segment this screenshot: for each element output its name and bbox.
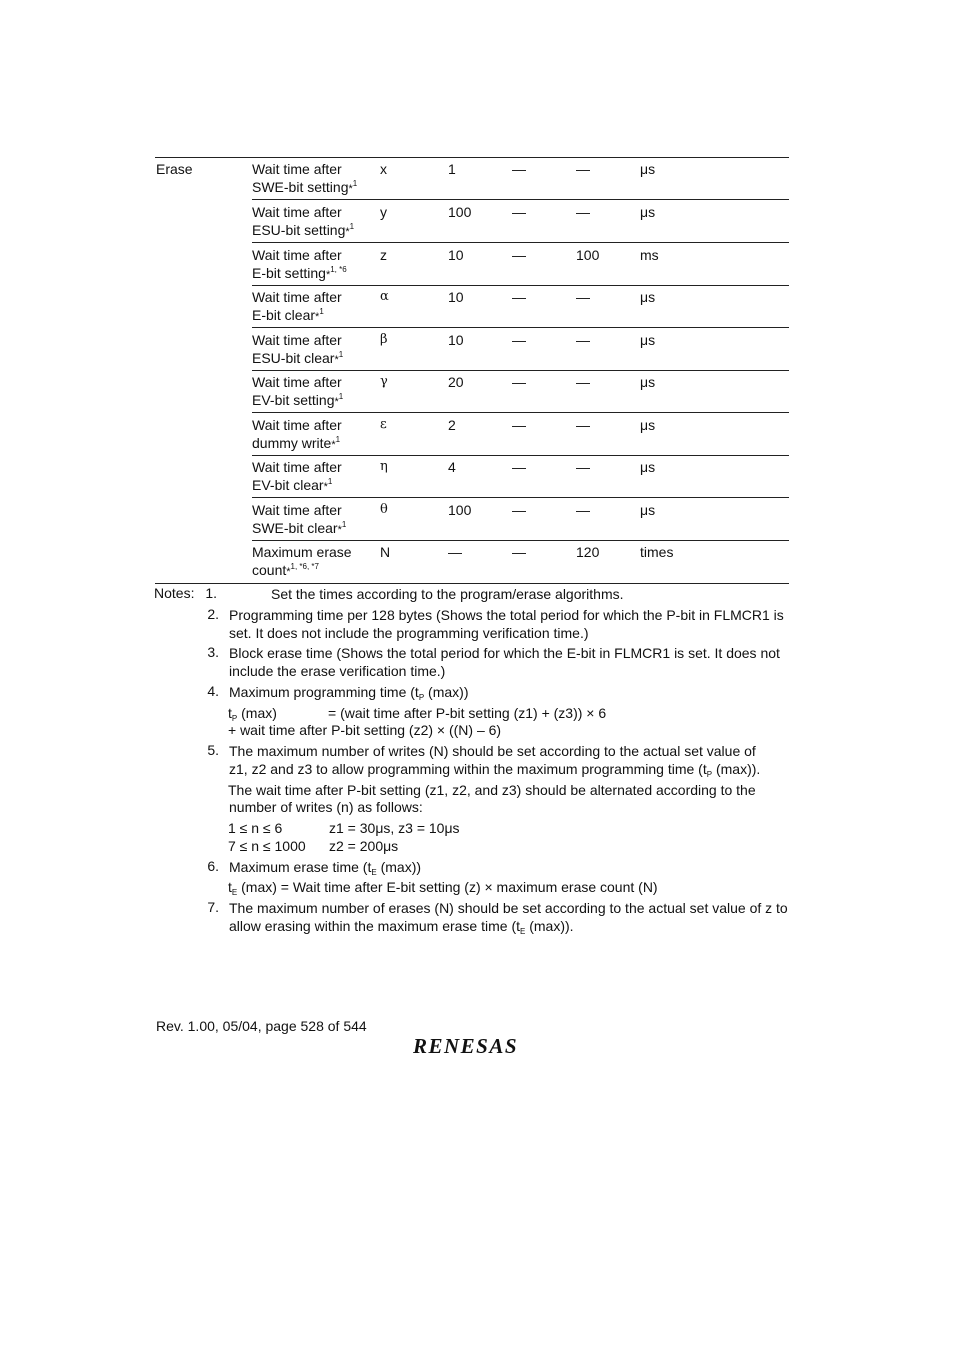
table-row	[252, 243, 789, 286]
row-typ: —	[512, 289, 526, 305]
row-item: Wait time after SWE-bit setting*$^1$	[252, 161, 358, 195]
row-max: —	[576, 289, 590, 305]
note-6-formula: $t_E$ (max) = Wait time after E-bit setting (z) × maximum erase count (N)	[228, 879, 658, 897]
page-footer: Rev. 1.00, 05/04, page 528 of 544	[156, 1018, 367, 1034]
note-4-formula-lhs: $t_P$ (max)	[228, 705, 277, 723]
note-5-line-4: number of writes (n) as follows:	[229, 799, 423, 815]
row-unit: ms	[640, 247, 659, 263]
category-label: Erase	[156, 161, 193, 177]
note-5-range-2: 7 ≤ n ≤ 1000	[228, 838, 306, 854]
row-max: —	[576, 417, 590, 433]
renesas-logo	[413, 1034, 535, 1061]
note-1-number: 1.	[205, 585, 217, 601]
row-unit: μs	[640, 332, 656, 348]
table-row	[252, 285, 789, 328]
row-typ: —	[512, 204, 526, 220]
row-min: 10	[448, 332, 464, 348]
row-item: Wait time after dummy write*$^1$	[252, 417, 342, 451]
row-unit: μs	[640, 459, 656, 475]
row-item: Wait time after E-bit setting*$^{1, *6}$	[252, 247, 347, 281]
row-min: 2	[448, 417, 456, 433]
note-5-range-1: 1 ≤ n ≤ 6	[228, 820, 283, 836]
row-max: —	[576, 204, 590, 220]
row-typ: —	[512, 247, 526, 263]
row-symbol: y	[380, 204, 387, 220]
row-unit: times	[640, 544, 674, 560]
row-min: 4	[448, 459, 456, 475]
row-symbol: x	[380, 161, 387, 177]
table-row	[252, 370, 789, 413]
row-typ: —	[512, 374, 526, 390]
row-min: 100	[448, 502, 472, 518]
row-unit: μs	[640, 417, 656, 433]
row-symbol: θ	[380, 502, 388, 517]
note-1-text: Set the times according to the program/erase algorithms.	[271, 586, 624, 602]
row-item: Wait time after E-bit clear*$^1$	[252, 289, 342, 323]
row-item: Wait time after ESU-bit clear*$^1$	[252, 332, 344, 366]
row-max: 100	[576, 247, 600, 263]
row-unit: μs	[640, 204, 656, 220]
row-min: 10	[448, 289, 464, 305]
table-bottom-rule	[155, 583, 789, 584]
table-row	[252, 328, 789, 371]
row-symbol: β	[380, 332, 388, 347]
row-symbol: α	[380, 289, 389, 304]
table-row	[252, 413, 789, 456]
row-typ: —	[512, 417, 526, 433]
note-5-line-2: z1, z2 and z3 to allow programming within the maximum programming time ($t_P$ (max)).	[229, 761, 761, 779]
row-min: 20	[448, 374, 464, 390]
note-4-formula-rhs: = (wait time after P-bit setting (z1) + (z3)) × 6	[328, 705, 607, 721]
row-max: 120	[576, 544, 600, 560]
note-4-formula-cont: + wait time after P-bit setting (z2) × ((N) – 6)	[228, 722, 502, 738]
note-7-text: The maximum number of erases (N) should be set according to the actual set value of z to allow erasing within the maximum erase time ($t_E$ (max)).	[229, 900, 788, 936]
row-max: —	[576, 332, 590, 348]
note-6-number: 6.	[207, 858, 219, 874]
note-3-number: 3.	[207, 644, 219, 660]
note-4-text: Maximum programming time ($t_P$ (max))	[229, 684, 469, 702]
row-min: —	[448, 544, 462, 560]
row-unit: μs	[640, 502, 656, 518]
note-5-value-2: z2 = 200μs	[329, 838, 399, 854]
note-6-text: Maximum erase time ($t_E$ (max))	[229, 859, 422, 877]
row-symbol: z	[380, 247, 387, 263]
row-item: Wait time after SWE-bit clear*$^1$	[252, 502, 347, 536]
svg-text:RENESAS: RENESAS	[413, 1034, 519, 1058]
table-row	[252, 157, 789, 200]
note-4-number: 4.	[207, 683, 219, 699]
row-item: Maximum erase count*$^{1, *6, *7}$	[252, 544, 352, 578]
row-unit: μs	[640, 374, 656, 390]
note-5-value-1: z1 = 30μs, z3 = 10μs	[329, 820, 460, 836]
row-typ: —	[512, 332, 526, 348]
row-max: —	[576, 374, 590, 390]
row-min: 100	[448, 204, 472, 220]
note-5-line-1: The maximum number of writes (N) should be set according to the actual set value of	[229, 743, 756, 759]
row-typ: —	[512, 544, 526, 560]
row-max: —	[576, 459, 590, 475]
row-item: Wait time after EV-bit setting*$^1$	[252, 374, 344, 408]
note-5-number: 5.	[207, 742, 219, 758]
table-row	[252, 498, 789, 541]
row-typ: —	[512, 502, 526, 518]
note-2-number: 2.	[207, 606, 219, 622]
row-unit: μs	[640, 161, 656, 177]
note-5-line-3: The wait time after P-bit setting (z1, z2, and z3) should be alternated according to the	[228, 782, 756, 798]
row-unit: μs	[640, 289, 656, 305]
note-3-text: Block erase time (Shows the total period for which the E-bit in FLMCR1 is set. It does not include the erase verification time.)	[229, 645, 780, 679]
row-max: —	[576, 161, 590, 177]
notes-label: Notes:	[154, 585, 195, 601]
note-7-number: 7.	[207, 899, 219, 915]
row-item: Wait time after ESU-bit setting*$^1$	[252, 204, 355, 238]
note-2-text: Programming time per 128 bytes (Shows the total period for which the P-bit in FLMCR1 is set. It does not include the programming verification time.)	[229, 607, 784, 641]
row-typ: —	[512, 459, 526, 475]
row-max: —	[576, 502, 590, 518]
table-row	[252, 455, 789, 498]
row-item: Wait time after EV-bit clear*$^1$	[252, 459, 342, 493]
row-symbol: η	[380, 459, 388, 474]
row-symbol: γ	[380, 374, 388, 389]
table-row	[252, 200, 789, 243]
row-symbol: ε	[380, 417, 387, 432]
row-min: 10	[448, 247, 464, 263]
table-row	[252, 540, 789, 582]
row-symbol: N	[380, 544, 391, 560]
row-typ: —	[512, 161, 526, 177]
row-min: 1	[448, 161, 456, 177]
